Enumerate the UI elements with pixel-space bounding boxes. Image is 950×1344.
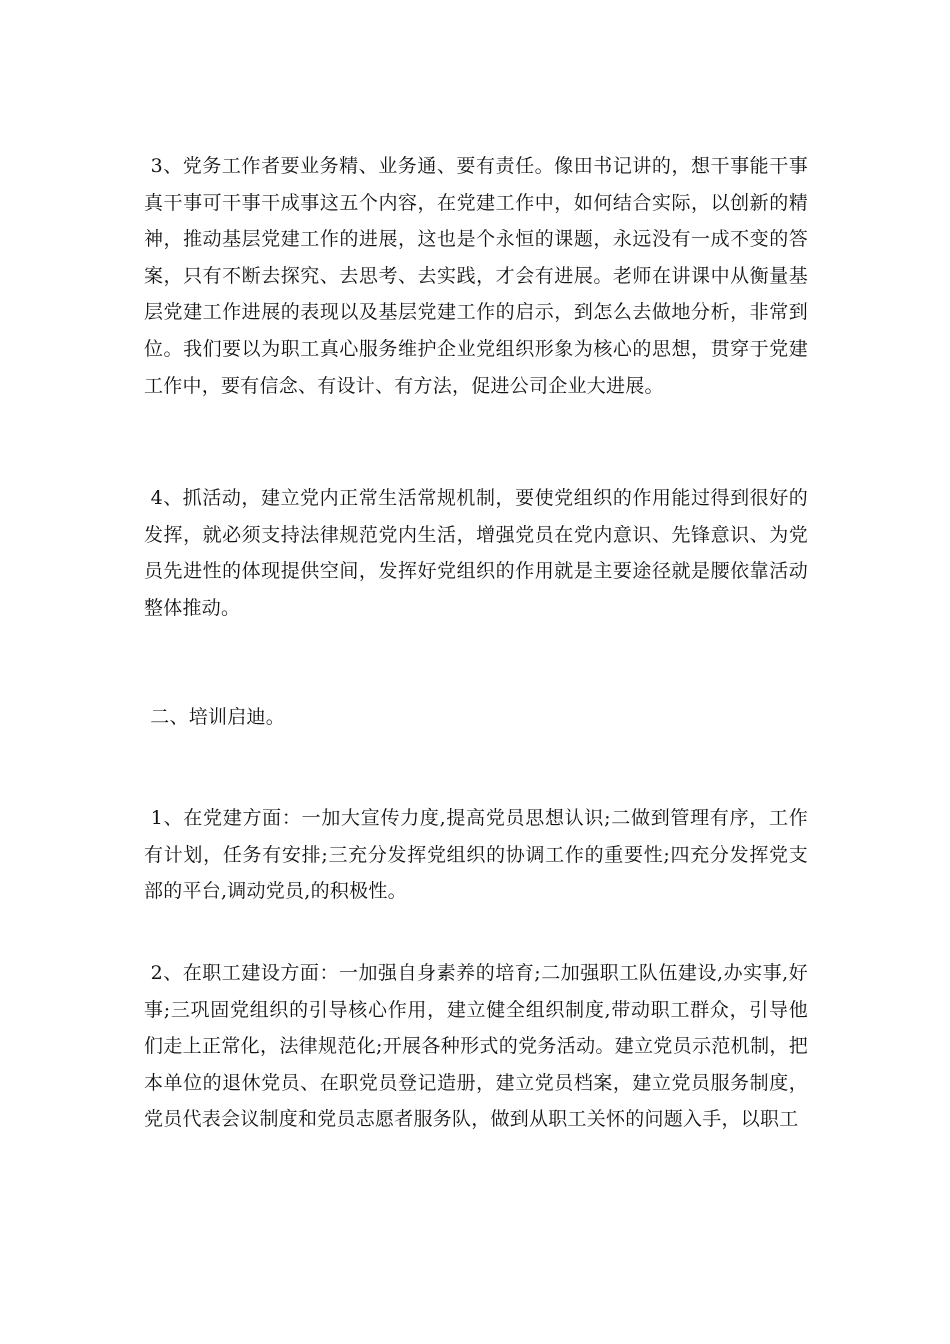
paragraph-staff-building: 2、在职工建设方面：一加强自身素养的培育;二加强职工队伍建设,办实事,好事;三巩固党组织的引导核心作用，建立健全组织制度,带动职工群众，引导他们走上正常化，法律规范化;开展各种形式的党务活动。建立党员示范机制，把本单位的退休党员、在职党员登记造册，建立党员档案，建立党员服务制度，党员代表会议制度和党员志愿者服务队，做到从职工关怀的问题入手，以职工 xyxy=(144,962,808,1131)
paragraph-party-building: 1、在党建方面：一加大宣传力度,提高党员思想认识;二做到管理有序，工作有计划，任务有安排;三充分发挥党组织的协调工作的重要性;四充分发挥党支部的平台,调动党员,的积极性。 xyxy=(144,807,808,903)
paragraph-item-3: 3、党务工作者要业务精、业务通、要有责任。像田书记讲的，想干事能干事真干事可干事干成事这五个内容，在党建工作中，如何结合实际，以创新的精神，推动基层党建工作的进展，这也是个永恒的课题，永远没有一成不变的答案，只有不断去探究、去思考、去实践，才会有进展。老师在讲课中从衡量基层党建工作进展的表现以及基层党建工作的启示，到怎么去做地分析，非常到位。我们要以为职工真心服务维护企业党组织形象为核心的思想，贯穿于党建工作中，要有信念、有设计、有方法，促进公司企业大进展。 xyxy=(144,155,808,397)
paragraph-item-4: 4、抓活动，建立党内正常生活常规机制，要使党组织的作用能过得到很好的发挥，就必须支持法律规范党内生活，增强党员在党内意识、先锋意识、为党员先进性的体现提供空间，发挥好党组织的作用就是主要途径就是腰依靠活动整体推动。 xyxy=(144,487,808,619)
section-heading-training-insights: 二、培训启迪。 xyxy=(144,706,286,728)
